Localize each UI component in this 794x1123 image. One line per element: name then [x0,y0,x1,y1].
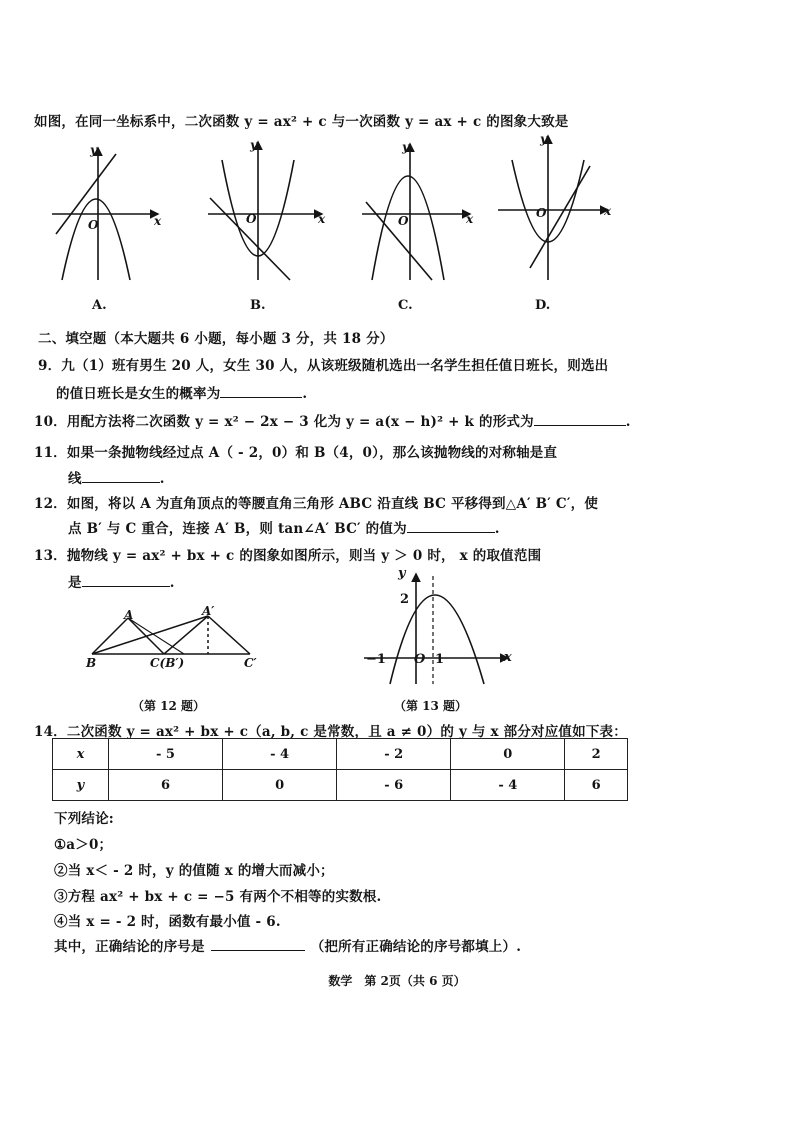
table-cell: - 5 [108,739,222,770]
graph-c-origin: O [398,214,409,228]
graph-b-origin: O [246,212,257,226]
table-row [53,770,628,801]
table-cell: - 4 [451,770,565,801]
option-b-label[interactable]: B. [250,298,266,313]
table-head-x: x [53,739,109,770]
q13-label-neg1: −1 [366,652,386,667]
q11-answer-blank[interactable] [82,470,160,483]
q13-label-y: y [398,566,406,581]
conclusion-3: ③方程 ax² + bx + c = −5 有两个不相等的实数根. [54,889,382,905]
graph-a[interactable] [52,148,158,280]
graph-d-origin: O [536,206,547,220]
graph-d-x-label: x [604,204,612,218]
q12-caption: （第 12 题） [132,699,206,713]
table-cell: - 2 [337,739,451,770]
graph-a-x-label: x [154,214,162,228]
q9-answer-blank[interactable] [220,385,302,398]
table-cell: - 4 [223,739,337,770]
q11-line1: 11．如果一条抛物线经过点 A（ - 2，0）和 B（4，0），那么该抛物线的对称轴是直 [34,445,558,461]
conclusion-2: ②当 x＜ - 2 时，y 的值随 x 的增大而减小； [54,863,334,879]
table-cell: 0 [223,770,337,801]
table-row [53,739,628,770]
graph-a-origin: O [88,218,99,232]
table-cell: 6 [108,770,222,801]
option-a-label[interactable]: A. [92,298,107,313]
q12-line2: 点 B′ 与 C 重合，连接 A′ B，则 tan∠A′ BC′ 的值为 . [68,521,500,537]
q12-label-c-prime: C′ [244,656,257,670]
q13-label-origin: O [414,652,426,667]
conclusion-1: ①a＞0； [54,837,113,853]
graph-d-y-label: y [540,132,547,146]
q13-label-2: 2 [400,592,410,607]
graph-c[interactable] [362,144,470,280]
q12-label-c: C(B′) [150,656,185,670]
graph-d[interactable] [498,136,608,280]
q8-graphs [0,130,794,320]
table-cell: 6 [565,770,628,801]
q14-answer-blank[interactable] [211,938,305,951]
graph-c-y-label: y [402,140,409,154]
q10-line: 10．用配方法将二次函数 y = x² − 2x − 3 化为 y = a(x − h)² + k 的形式为 . [34,414,631,430]
graph-b-x-label: x [318,212,326,226]
table-cell: 0 [451,739,565,770]
q13-label-1: 1 [435,652,445,667]
q14-text: 14．二次函数 y = ax² + bx + c（a, b, c 是常数，且 a ≠ 0）的 y 与 x 部分对应值如下表： [34,724,627,740]
q12-line1: 12．如图，将以 A 为直角顶点的等腰直角三角形 ABC 沿直线 BC 平移得到△A′ B′ C′，使 [34,496,599,512]
conclusion-4: ④当 x = - 2 时，函数有最小值 - 6. [54,914,281,930]
option-c-label[interactable]: C. [398,298,413,313]
q12-answer-blank[interactable] [407,520,495,533]
page-footer: 数学 第 2页（共 6 页） [328,974,466,988]
q8-text: 如图，在同一坐标系中，二次函数 y = ax² + c 与一次函数 y = ax + c 的图象大致是 [34,114,569,130]
q13-line1: 13．抛物线 y = ax² + bx + c 的图象如图所示，则当 y ＞ 0 时， x 的取值范围 [34,548,542,564]
table-head-y: y [53,770,109,801]
q13-caption: （第 13 题） [394,699,468,713]
graph-b-y-label: y [250,138,257,152]
q9-line1: 9．九（1）班有男生 20 人，女生 30 人，从该班级随机选出一名学生担任值日班长，则选出 [38,358,609,374]
q11-line2: 线 . [68,471,165,487]
q13-label-x: x [504,650,512,665]
q13-answer-blank[interactable] [82,574,170,587]
graph-a-y-label: y [90,143,97,157]
table-cell: - 6 [337,770,451,801]
q12-label-a-prime: A′ [202,604,215,618]
graph-b[interactable] [208,142,322,280]
q12-label-b: B [86,656,97,670]
q13-line2: 是 . [68,575,175,591]
q9-line2: 的值日班长是女生的概率为 . [56,386,308,402]
q12-label-a: A [124,608,134,622]
conclusions-title: 下列结论: [54,811,114,827]
q14-value-table [52,738,628,801]
section-heading: 二、填空题（本大题共 6 小题，每小题 3 分，共 18 分） [38,331,394,347]
q13-figure [360,566,520,686]
graph-c-x-label: x [466,212,474,226]
q14-answer-line: 其中，正确结论的序号是 （把所有正确结论的序号都填上）. [54,939,522,955]
option-d-label[interactable]: D. [535,298,551,313]
table-cell: 2 [565,739,628,770]
q10-answer-blank[interactable] [534,413,626,426]
